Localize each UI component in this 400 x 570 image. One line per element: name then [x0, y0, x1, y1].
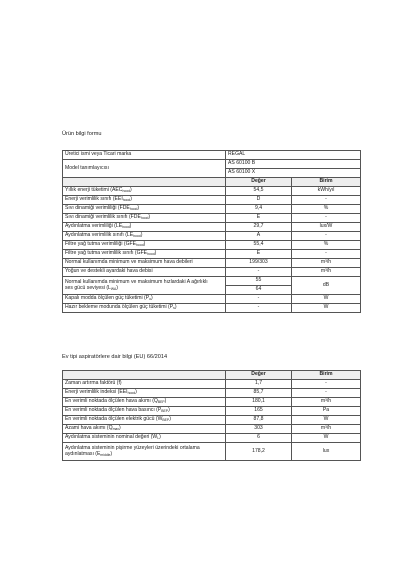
noise-row-1	[63, 277, 361, 286]
model-value-2: AS 60100 X	[226, 169, 361, 178]
row-value: 85,7	[226, 389, 292, 398]
manufacturer-label: Üretici ismi veya Ticari marka	[63, 151, 226, 160]
row-unit: m³/h	[292, 425, 361, 434]
row-label-suffix: )	[118, 425, 121, 432]
row-label-text: Zaman artırma faktörü (f)	[65, 380, 122, 387]
row-label	[63, 425, 226, 434]
row-unit: m³/h	[292, 259, 361, 268]
manufacturer-value: REGAL	[226, 151, 361, 160]
row-label	[63, 304, 226, 313]
row-unit: -	[292, 232, 361, 241]
row-label-text: Sıvı dinamiği verimliliği (FDE	[65, 205, 130, 212]
row-label-text: Yıllık enerji tüketimi (AEC	[65, 187, 123, 194]
row-label-subscript: hood	[127, 390, 136, 395]
row-unit: -	[292, 380, 361, 389]
table-row	[63, 407, 361, 416]
row-label	[63, 268, 226, 277]
table-row	[63, 425, 361, 434]
row-label	[63, 196, 226, 205]
eu-header-blank	[63, 371, 226, 380]
table-row	[63, 398, 361, 407]
row-value: 55,4	[226, 241, 292, 250]
row-value: 1,7	[226, 380, 292, 389]
lux-label	[63, 443, 226, 461]
eu-col-value-header: Değer	[226, 371, 292, 380]
row-unit: -	[292, 250, 361, 259]
row-unit: -	[292, 196, 361, 205]
row-label-suffix: )	[129, 223, 132, 230]
table-row	[63, 380, 361, 389]
row-value: 303	[226, 425, 292, 434]
row-label-subscript: hood	[147, 251, 155, 256]
row-label-subscript: hood	[133, 233, 141, 238]
row-label-text: Aydınlatma verimlilik sınıfı (LE	[65, 232, 134, 239]
lux-unit: lux	[292, 443, 361, 461]
eu-header-row	[63, 371, 361, 380]
row-label-subscript: hood	[140, 215, 149, 220]
row-unit: %	[292, 241, 361, 250]
table-row	[63, 434, 361, 443]
row-label-text: Yoğun ve destekli ayardaki hava debisi	[65, 268, 153, 275]
table-row	[63, 389, 361, 398]
row-label	[63, 434, 226, 443]
row-label	[63, 380, 226, 389]
table-row	[63, 205, 361, 214]
row-label	[63, 407, 226, 416]
row-label-text: Azami hava akımı (Q	[65, 425, 113, 432]
row-unit: Pa	[292, 407, 361, 416]
row-label-text: Aydınlatma verimliliği (LE	[65, 223, 123, 230]
row-label-suffix: )	[130, 187, 132, 194]
row-label-text: Enerji verimlilik sınıfı (EEI	[65, 196, 123, 203]
row-label-suffix: )	[150, 295, 153, 302]
lux-label-suffix: )	[110, 450, 113, 457]
product-info-table	[62, 150, 361, 313]
row-value: 9,4	[226, 205, 292, 214]
eu-info-table	[62, 370, 361, 461]
row-label	[63, 214, 226, 223]
row-value: 199/303	[226, 259, 292, 268]
row-label-subscript: hood	[136, 242, 144, 247]
row-label-text: En verimli noktada ölçülen elektrik gücü (W	[65, 416, 163, 423]
row-label-text: Sıvı dinamiği verimlilik sınıfı (FDE	[65, 214, 141, 221]
col-value-header: Değer	[226, 178, 292, 187]
row-unit: lux/W	[292, 223, 361, 232]
noise-value-min: 55	[226, 277, 292, 286]
row-value: 29,7	[226, 223, 292, 232]
row-label	[63, 187, 226, 196]
row-value: A	[226, 232, 292, 241]
model-value-1: AS 60100 B	[226, 160, 361, 169]
row-label-subscript: L	[157, 435, 160, 440]
row-label	[63, 389, 226, 398]
model-row-1	[63, 160, 361, 169]
row-label-suffix: )	[169, 416, 171, 423]
row-label	[63, 416, 226, 425]
row-label-suffix: )	[174, 304, 177, 311]
row-value: 54,5	[226, 187, 292, 196]
eu-col-unit-header: Birim	[292, 371, 361, 380]
table-row	[63, 295, 361, 304]
row-value: E	[226, 214, 292, 223]
row-label	[63, 223, 226, 232]
noise-label	[63, 277, 226, 295]
row-value: 180,1	[226, 398, 292, 407]
table-row	[63, 416, 361, 425]
row-label	[63, 205, 226, 214]
row-value: E	[226, 250, 292, 259]
table-row	[63, 196, 361, 205]
row-label-text: Filtre yağ tutma verimlilik sınıfı (GFE	[65, 250, 148, 257]
row-unit: -	[292, 389, 361, 398]
row-value: 165	[226, 407, 292, 416]
row-unit: W	[292, 295, 361, 304]
row-label-suffix: )	[137, 205, 140, 212]
row-label-subscript: s	[173, 305, 175, 310]
row-label-subscript: BEP	[161, 408, 169, 413]
lux-value: 178,2	[226, 443, 292, 461]
row-label-suffix: )	[143, 241, 146, 248]
row-label	[63, 259, 226, 268]
table-row	[63, 304, 361, 313]
row-value: -	[226, 295, 292, 304]
row-label-subscript: max	[112, 426, 119, 431]
noise-label-subscript: WA	[110, 286, 117, 291]
row-label-text: En verimli noktada ölçülen hava basıncı (P	[65, 407, 162, 414]
row-value: 87,8	[226, 416, 292, 425]
row-unit: kWh/yıl	[292, 187, 361, 196]
row-unit: m³/h	[292, 398, 361, 407]
lux-label-line2: aydınlatması (E	[65, 450, 101, 457]
row-label	[63, 250, 226, 259]
row-label-text: Kapalı modda ölçülen güç tüketimi (P	[65, 295, 150, 302]
row-label-suffix: )	[135, 389, 137, 396]
row-label	[63, 232, 226, 241]
row-label	[63, 241, 226, 250]
row-label-subscript: BEP	[157, 399, 165, 404]
row-unit: -	[292, 214, 361, 223]
row-value: -	[226, 268, 292, 277]
table-row	[63, 259, 361, 268]
row-unit: W	[292, 416, 361, 425]
row-label-text: Normal kullanımda minimum ve maksimum hava debileri	[65, 259, 193, 266]
row-label-subscript: hood	[122, 224, 130, 229]
row-label-text: En verimli noktada ölçülen hava akımı (Q	[65, 398, 158, 405]
row-label	[63, 398, 226, 407]
lux-label-subscript: middle	[100, 452, 111, 457]
row-value: 6	[226, 434, 292, 443]
noise-label-line1: Normal kullanımda minimum ve maksimum hızlardaki A ağırlıklı	[65, 278, 208, 285]
row-label	[63, 295, 226, 304]
row-unit: %	[292, 205, 361, 214]
row-label-text: Enerji verimlilik indeksi (EEI	[65, 389, 128, 396]
row-unit: W	[292, 434, 361, 443]
row-label-suffix: )	[130, 196, 132, 203]
row-label-subscript: o	[149, 296, 151, 301]
manufacturer-row	[63, 151, 361, 160]
row-label-suffix: )	[164, 398, 167, 405]
table-row	[63, 187, 361, 196]
table-row	[63, 232, 361, 241]
noise-label-suffix: )	[116, 284, 118, 291]
row-label-subscript: hood	[122, 197, 131, 202]
row-label-text: Filtre yağ tutma verimliliği (GFE	[65, 241, 137, 248]
row-label-subscript: hood	[129, 206, 138, 211]
row-unit: m³/h	[292, 268, 361, 277]
table-row	[63, 268, 361, 277]
model-label: Model tanımlayıcısı	[63, 160, 226, 178]
row-label-subscript: BEP	[162, 417, 170, 422]
row-label-text: Aydınlatma sisteminin nominal değeri (W	[65, 434, 158, 441]
table-row	[63, 223, 361, 232]
header-blank	[63, 178, 226, 187]
form-title: Ürün bilgi formu	[62, 131, 102, 137]
row-label-text: Hazır bekleme modunda ölçülen güç tüketimi (P	[65, 304, 174, 311]
col-unit-header: Birim	[292, 178, 361, 187]
table-row	[63, 241, 361, 250]
table-row	[63, 214, 361, 223]
row-value: D	[226, 196, 292, 205]
row-label-suffix: )	[154, 250, 157, 257]
row-label-suffix: )	[140, 232, 143, 239]
row-label-suffix: )	[168, 407, 170, 414]
row-unit: W	[292, 304, 361, 313]
noise-value-max: 64	[226, 286, 292, 295]
info-header-row	[63, 178, 361, 187]
lux-row	[63, 443, 361, 461]
row-value: -	[226, 304, 292, 313]
noise-label-line2: ses gücü seviyesi (L	[65, 284, 111, 291]
row-label-suffix: )	[159, 434, 161, 441]
table-row	[63, 250, 361, 259]
section2-title: Ev tipi aspiratörlere dair bilgi (EU) 66/2014	[62, 354, 168, 360]
noise-unit: dB	[292, 277, 361, 295]
lux-label-line1: Aydınlatma sisteminin pişirme yüzeyleri üzerindeki ortalama	[65, 444, 200, 451]
row-label-subscript: hood	[122, 188, 131, 193]
row-label-suffix: )	[148, 214, 151, 221]
